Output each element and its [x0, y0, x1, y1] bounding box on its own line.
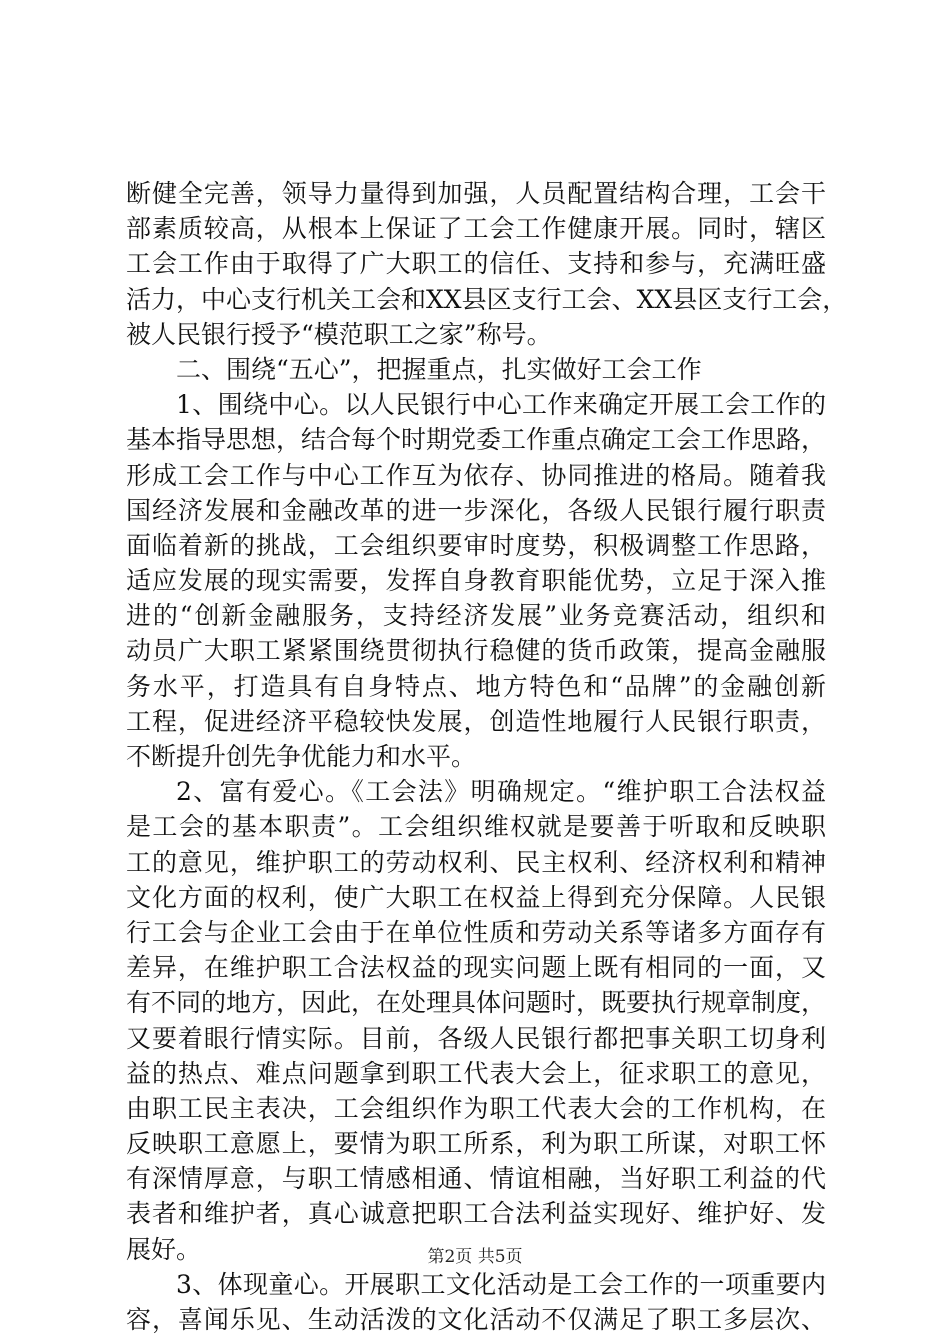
text-line: 工的意见，维护职工的劳动权利、民主权利、经济权利和精神 [126, 847, 826, 877]
text-line: 表者和维护者，真心诚意把职工合法利益实现好、维护好、发 [126, 1199, 826, 1229]
text-line: 国经济发展和金融改革的进一步深化，各级人民银行履行职责 [126, 495, 826, 525]
text-line: 差异，在维护职工合法权益的现实问题上既有相同的一面，又 [126, 953, 826, 983]
text-line: 基本指导思想，结合每个时期党委工作重点确定工会工作思路， [126, 425, 827, 455]
text-line: 工会工作由于取得了广大职工的信任、支持和参与，充满旺盛 [126, 249, 826, 279]
text-line: 是工会的基本职责”。工会组织维权就是要善于听取和反映职 [126, 812, 826, 842]
body-text [126, 176, 848, 1337]
text-line: 部素质较高，从根本上保证了工会工作健康开展。同时，辖区 [126, 214, 826, 244]
text-line: 断健全完善，领导力量得到加强，人员配置结构合理，工会干 [126, 179, 826, 208]
text-line: 活力，中心支行机关工会和XX县区支行工会、XX县区支行工会， [126, 284, 848, 314]
text-line: 有不同的地方，因此，在处理具体问题时，既要执行规章制度， [126, 988, 827, 1018]
text-line: 行工会与企业工会由于在单位性质和劳动关系等诸多方面存有 [126, 917, 826, 947]
text-line: 进的“创新金融服务，支持经济发展”业务竞赛活动，组织和 [126, 601, 826, 631]
text-line: 文化方面的权利，使广大职工在权益上得到充分保障。人民银 [126, 882, 826, 912]
text-line: 适应发展的现实需要，发挥自身教育职能优势，立足于深入推 [126, 566, 826, 596]
text-line: 有深情厚意，与职工情感相通、情谊相融，当好职工利益的代 [126, 1164, 826, 1194]
text-line: 不断提升创先争优能力和水平。 [126, 742, 477, 771]
text-line: 容，喜闻乐见、生动活泼的文化活动不仅满足了职工多层次、 [126, 1305, 826, 1334]
text-line: 被人民银行授予“模范职工之家”称号。 [126, 319, 552, 349]
text-line: 2、富有爱心。《工会法》明确规定。“维护职工合法权益 [176, 777, 826, 807]
text-line: 1、围绕中心。以人民银行中心工作来确定开展工会工作的 [176, 390, 826, 420]
text-line: 工程，促进经济平稳较快发展，创造性地履行人民银行职责， [126, 706, 826, 736]
text-line: 务水平，打造具有自身特点、地方特色和“品牌”的金融创新 [126, 671, 826, 701]
text-line: 3、体现童心。开展职工文化活动是工会工作的一项重要内 [176, 1269, 826, 1299]
text-line: 由职工民主表决，工会组织作为职工代表大会的工作机构，在 [126, 1093, 826, 1123]
text-line: 形成工会工作与中心工作互为依存、协同推进的格局。随着我 [126, 460, 826, 490]
section-heading: 二、围绕“五心”，把握重点，扎实做好工会工作 [176, 354, 702, 384]
text-line: 动员广大职工紧紧围绕贯彻执行稳健的货币政策，提高金融服 [126, 636, 826, 666]
text-line: 又要着眼行情实际。目前，各级人民银行都把事关职工切身利 [126, 1023, 826, 1053]
text-line: 益的热点、难点问题拿到职工代表大会上，征求职工的意见， [126, 1058, 826, 1088]
text-line: 反映职工意愿上，要情为职工所系，利为职工所谋，对职工怀 [126, 1129, 826, 1159]
text-line: 面临着新的挑战，工会组织要审时度势，积极调整工作思路， [126, 530, 826, 560]
text-line: 展好。 [126, 1234, 202, 1264]
page-number-footer: 第2页 共5页 [427, 1247, 523, 1267]
